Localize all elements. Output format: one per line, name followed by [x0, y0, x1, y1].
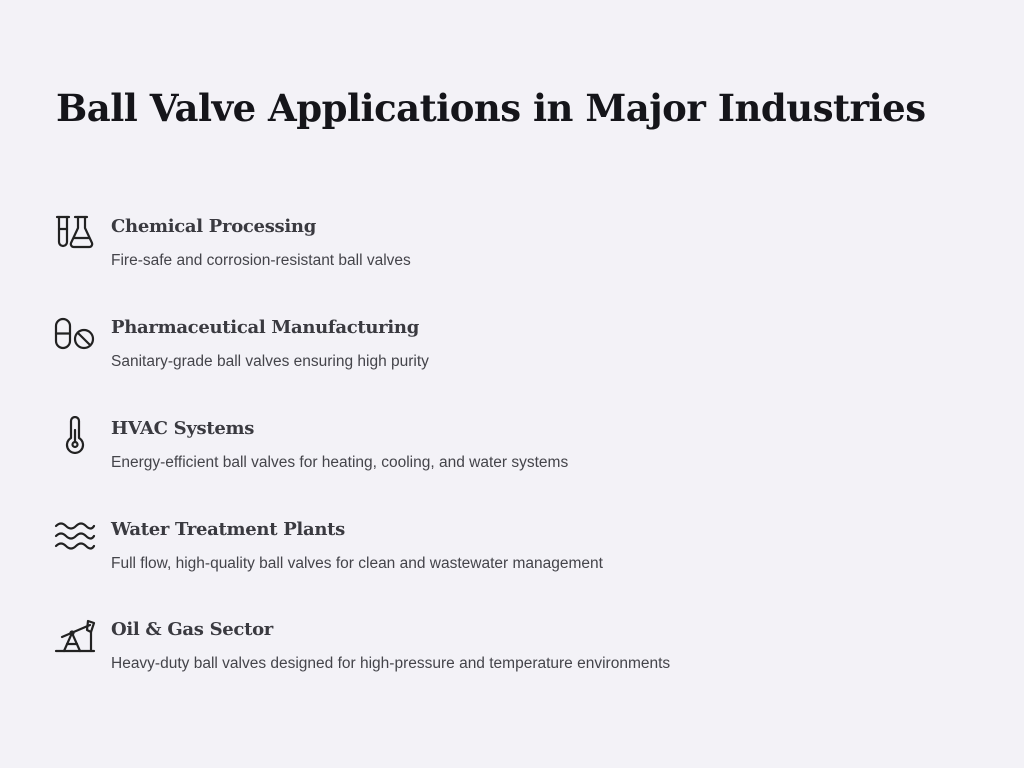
thermometer-icon — [54, 416, 96, 454]
industry-description: Sanitary-grade ball valves ensuring high purity — [111, 353, 429, 370]
industry-title: Oil & Gas Sector — [111, 619, 273, 640]
industry-title: Chemical Processing — [111, 216, 316, 237]
industry-item-pharmaceutical-manufacturing — [54, 315, 854, 385]
industry-description: Energy-efficient ball valves for heating, cooling, and water systems — [111, 454, 569, 471]
page-title: Ball Valve Applications in Major Industries — [56, 86, 926, 130]
industry-title: Pharmaceutical Manufacturing — [111, 317, 419, 338]
industry-item-water-treatment-plants — [54, 517, 854, 587]
industry-item-chemical-processing — [54, 214, 854, 284]
industry-description: Fire-safe and corrosion-resistant ball valves — [111, 252, 411, 269]
flask-icon — [54, 214, 96, 252]
waves-icon — [54, 517, 96, 555]
pills-icon — [54, 315, 96, 353]
industry-title: Water Treatment Plants — [111, 519, 345, 540]
industry-item-oil-gas-sector — [54, 617, 854, 687]
industry-description: Full flow, high-quality ball valves for clean and wastewater management — [111, 555, 603, 572]
industry-title: HVAC Systems — [111, 418, 255, 439]
oil-pump-icon — [54, 617, 96, 655]
industry-description: Heavy-duty ball valves designed for high-pressure and temperature environments — [111, 655, 671, 672]
industry-item-hvac-systems — [54, 416, 854, 486]
